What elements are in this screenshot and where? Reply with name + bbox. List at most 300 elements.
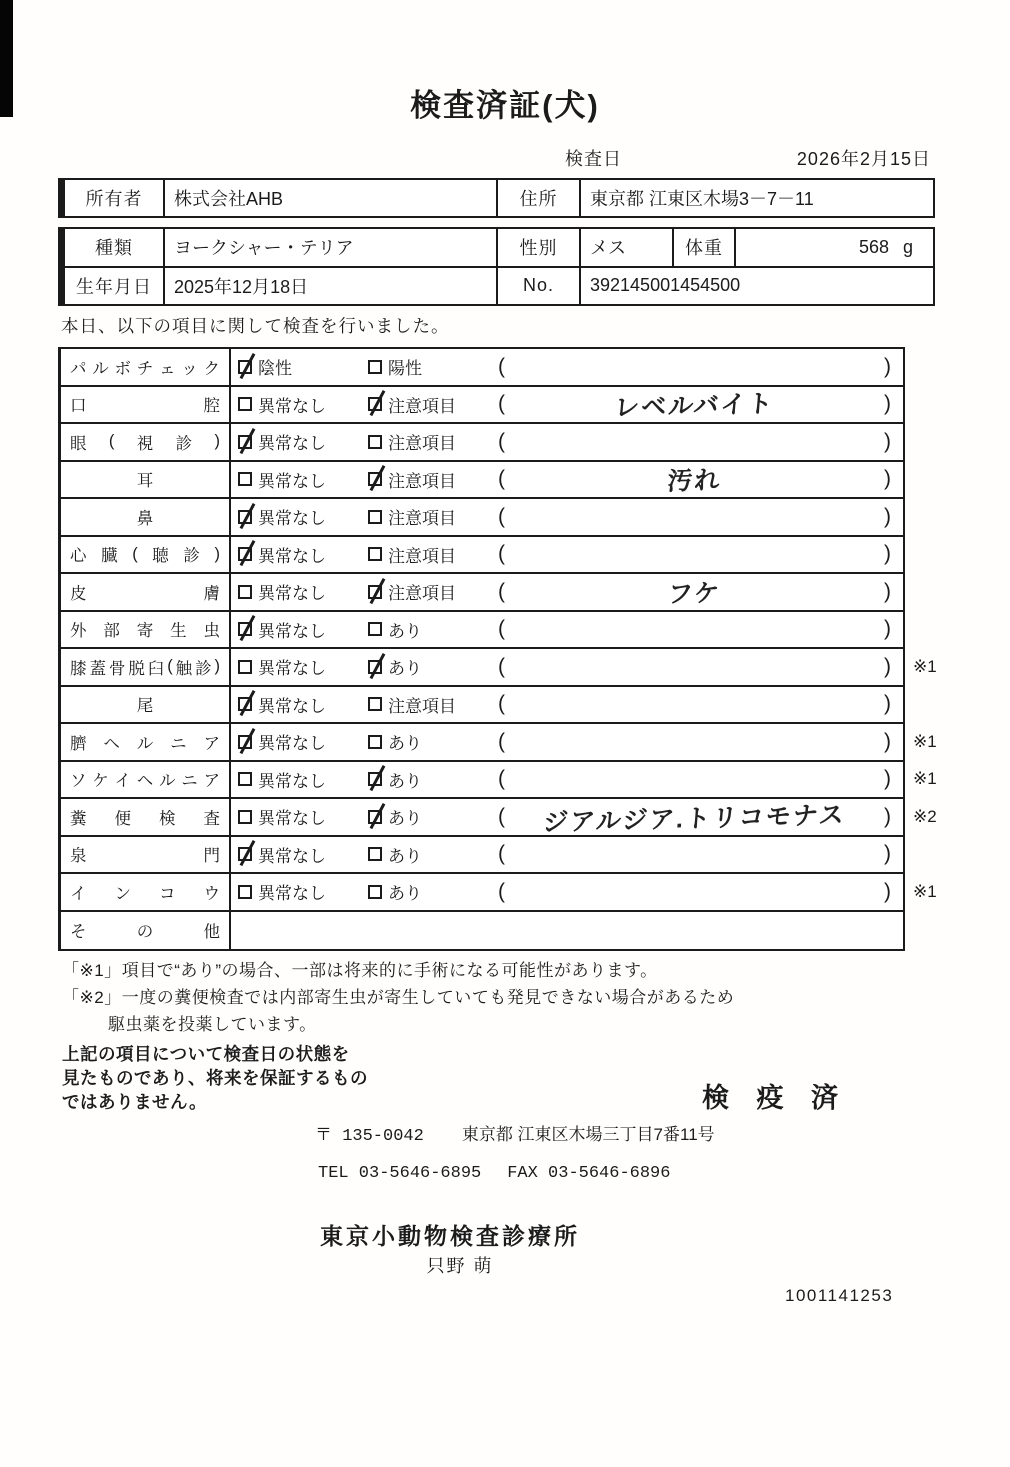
checkbox-option-1 (238, 579, 368, 604)
handwritten-note (505, 549, 884, 559)
checked-checkbox-icon (238, 697, 252, 711)
exam-item-label (61, 649, 231, 685)
label-char: 腔 (203, 397, 220, 416)
label-char: ヘ (136, 772, 154, 791)
open-paren: ( (498, 804, 505, 828)
label-char: 診 (183, 547, 200, 566)
checkbox-label: 異常なし (258, 696, 326, 716)
checklist-row (61, 762, 937, 800)
checklist-row (61, 424, 903, 462)
note-area (498, 655, 903, 679)
checklist-row (61, 687, 903, 725)
label-char: 骨 (108, 659, 126, 678)
empty-checkbox-icon (368, 360, 382, 374)
weight-unit: g (902, 236, 913, 257)
label-char: ( (108, 432, 115, 451)
open-paren: ( (498, 729, 505, 753)
pet-info-table (58, 227, 935, 306)
checkbox-label: 異常なし (258, 621, 326, 641)
empty-checkbox-icon (368, 622, 382, 636)
label-char: パ (70, 359, 87, 378)
checklist-row (61, 724, 937, 762)
close-paren: ) (884, 804, 891, 828)
checkbox-option-2 (368, 617, 498, 642)
label-char: ウ (203, 884, 220, 903)
checkbox-label: 陽性 (388, 359, 422, 379)
note-area (498, 386, 903, 422)
label-char: ヘ (103, 734, 120, 753)
checklist-row-body (231, 874, 903, 910)
checkbox-label: 異常なし (258, 434, 326, 454)
checked-checkbox-icon (368, 660, 382, 674)
exam-item-label (61, 349, 231, 385)
checkbox-label: 異常なし (258, 771, 326, 791)
checkbox-label: 注意項目 (388, 471, 456, 491)
label-char: ア (203, 734, 220, 753)
handwritten-note: ジアルジア.トリコモナス (541, 800, 847, 837)
label-char: そ (70, 923, 87, 942)
checked-checkbox-icon (238, 547, 252, 561)
sex-value: メス (581, 229, 674, 266)
open-paren: ( (498, 879, 505, 903)
label-char: ク (203, 359, 220, 378)
checkbox-option-1 (238, 392, 368, 417)
checklist-row-body (231, 612, 903, 648)
clinic-address-line (315, 1120, 715, 1146)
checkbox-option-2 (368, 504, 498, 529)
checklist-row-body (231, 537, 903, 573)
open-paren: ( (498, 542, 505, 566)
footnote-mark: ※1 (913, 881, 937, 901)
exam-item-label (61, 687, 231, 723)
checkbox-option-1 (238, 729, 368, 754)
empty-checkbox-icon (238, 885, 252, 899)
label-char: 蓋 (89, 659, 106, 678)
label-char: ケ (92, 772, 109, 791)
checkbox-option-2 (368, 429, 498, 454)
close-paren: ) (884, 617, 891, 641)
checklist-row-body (231, 499, 903, 535)
footnote-1: 「※1」項目で“あり”の場合、一部は将来的に手術になる可能性があります。 (62, 961, 658, 980)
checkbox-option-1 (238, 542, 368, 567)
checklist-table (58, 347, 937, 951)
open-paren: ( (498, 617, 505, 641)
disclaimer-line-2: 見たものであり、将来を保証するもの (62, 1068, 368, 1088)
checkbox-option-2 (368, 542, 498, 567)
label-char: ( (167, 657, 173, 676)
note-area (498, 355, 903, 379)
label-char: 検 (159, 809, 176, 828)
no-value: 392145001454500 (590, 275, 741, 296)
note-area (498, 692, 903, 716)
checklist-row (61, 837, 903, 875)
label-char: 膚 (203, 584, 220, 603)
label-char: ン (114, 884, 131, 903)
label-char: ) (214, 657, 220, 676)
intro-text: 本日、以下の項目に関して検査を行いました。 (61, 316, 450, 336)
open-paren: ( (498, 579, 505, 603)
note-area (498, 574, 903, 610)
label-char: 尾 (136, 697, 154, 716)
checkbox-option-1 (238, 429, 368, 454)
checkbox-label: 注意項目 (388, 696, 456, 716)
empty-checkbox-icon (238, 660, 252, 674)
checkbox-option-2 (368, 467, 498, 492)
checked-checkbox-icon (238, 435, 252, 449)
checkbox-label: 注意項目 (388, 396, 456, 416)
checkbox-label: 注意項目 (388, 584, 456, 604)
open-paren: ( (498, 429, 505, 453)
label-char: 触 (175, 659, 193, 678)
note-area (498, 842, 903, 866)
label-char: ル (92, 359, 109, 378)
checkbox-option-2 (368, 767, 498, 792)
label-char: ) (214, 432, 220, 451)
no-label: No. (498, 268, 581, 305)
footnote-mark: ※1 (913, 656, 937, 676)
label-char: 脱 (128, 659, 145, 678)
checkbox-label: 陰性 (258, 359, 292, 379)
quarantine-stamp: 検 疫 済 (702, 1083, 849, 1113)
label-char: 門 (203, 847, 220, 866)
label-char: 口 (70, 397, 87, 416)
exam-item-label (61, 874, 231, 910)
label-char: ソ (70, 772, 87, 791)
note-area (498, 880, 903, 904)
label-char: 他 (203, 923, 220, 942)
note-area (498, 461, 903, 497)
close-paren: ) (884, 542, 891, 566)
empty-checkbox-icon (368, 547, 382, 561)
exam-item-label (61, 499, 231, 535)
handwritten-note (505, 737, 884, 747)
label-char: 心 (70, 547, 87, 566)
checkbox-option-1 (238, 692, 368, 717)
checklist-row (61, 462, 903, 500)
label-char: 外 (70, 622, 87, 641)
checkbox-option-1 (238, 879, 368, 904)
note-area (498, 767, 903, 791)
disclaimer-line-3: ではありません。 (62, 1092, 208, 1112)
empty-checkbox-icon (238, 585, 252, 599)
footnotes (62, 957, 734, 1038)
checkbox-label: あり (388, 771, 422, 791)
disclaimer-line-1: 上記の項目について検査日の状態を (62, 1044, 350, 1064)
checkbox-option-2 (368, 879, 498, 904)
label-char: 糞 (70, 809, 87, 828)
exam-item-label (61, 724, 231, 760)
birth-value: 2025年12月18日 (165, 268, 498, 305)
inspection-date-value: 2026年2月15日 (796, 149, 931, 169)
label-char: 部 (103, 622, 120, 641)
footnote-mark: ※2 (913, 806, 937, 826)
checkbox-label: 異常なし (258, 584, 326, 604)
open-paren: ( (498, 504, 505, 528)
close-paren: ) (884, 654, 891, 678)
checkbox-label: あり (388, 809, 422, 829)
note-area (498, 730, 903, 754)
clinic-name: 東京小動物検査診療所 (320, 1223, 580, 1249)
label-char: ( (132, 544, 138, 563)
owner-value: 株式会社AHB (165, 180, 498, 216)
checked-checkbox-icon (238, 847, 252, 861)
checked-checkbox-icon (238, 622, 252, 636)
birth-label: 生年月日 (65, 268, 165, 305)
footnote-mark: ※1 (913, 731, 937, 751)
owner-address-value: 東京都 江東区木場3－7－11 (590, 189, 814, 209)
empty-checkbox-icon (368, 735, 382, 749)
footnote-2: 「※2」一度の糞便検査では内部寄生虫が寄生していても発見できない場合があるため (62, 988, 735, 1007)
checkbox-option-1 (238, 767, 368, 792)
label-char: ッ (181, 359, 198, 378)
weight-label: 体重 (674, 229, 736, 266)
label-char: 寄 (136, 622, 154, 641)
label-char: 虫 (203, 622, 220, 641)
checkbox-option-1 (238, 354, 368, 379)
label-char: 膝 (70, 659, 87, 678)
checkbox-label: 注意項目 (388, 434, 456, 454)
handwritten-note (505, 887, 884, 897)
checklist-row-body (231, 762, 903, 798)
checklist-row-body (231, 724, 903, 760)
checked-checkbox-icon (238, 735, 252, 749)
note-area (498, 799, 903, 835)
checkbox-label: 異常なし (258, 471, 326, 491)
label-char: 臓 (101, 547, 118, 566)
checklist-row (61, 612, 903, 650)
label-char: ニ (181, 772, 198, 791)
checkbox-option-1 (238, 804, 368, 829)
exam-item-label (61, 612, 231, 648)
owner-row (65, 180, 933, 216)
close-paren: ) (884, 879, 891, 903)
empty-checkbox-icon (368, 697, 382, 711)
label-char: ニ (170, 734, 187, 753)
checklist-row-body (231, 687, 903, 723)
checkbox-label: 異常なし (258, 846, 326, 866)
empty-checkbox-icon (368, 847, 382, 861)
handwritten-note (505, 774, 884, 784)
label-char: ボ (114, 359, 131, 378)
checkbox-option-1 (238, 654, 368, 679)
checkbox-option-2 (368, 842, 498, 867)
exam-item-label (61, 762, 231, 798)
checklist-row (61, 537, 903, 575)
checkbox-label: あり (388, 884, 422, 904)
empty-checkbox-icon (238, 472, 252, 486)
label-char: 臍 (70, 734, 87, 753)
label-char: 診 (175, 434, 193, 453)
label-char: イ (114, 772, 131, 791)
owner-label: 所有者 (65, 180, 165, 216)
checked-checkbox-icon (368, 772, 382, 786)
checklist-row-body (231, 837, 903, 873)
checklist-row (61, 574, 903, 612)
clinic-contact-line (318, 1164, 670, 1183)
label-char: ル (136, 734, 154, 753)
veterinarian-name: 只野 萌 (426, 1256, 494, 1276)
checked-checkbox-icon (368, 810, 382, 824)
document-code: 1001141253 (785, 1286, 894, 1305)
label-char: イ (70, 884, 87, 903)
label-char: 査 (203, 809, 220, 828)
footnote-2-continued: 駆虫薬を投薬しています。 (108, 1015, 317, 1034)
close-paren: ) (884, 692, 891, 716)
checked-checkbox-icon (238, 510, 252, 524)
owner-table (58, 178, 935, 218)
label-char: の (136, 923, 154, 942)
checkbox-option-2 (368, 392, 498, 417)
weight-value: 568 (858, 236, 889, 257)
open-paren: ( (498, 767, 505, 791)
checklist-row (61, 387, 903, 425)
exam-item-label (61, 837, 231, 873)
clinic-tel: TEL 03-5646-6895 (318, 1164, 482, 1183)
label-char: 耳 (136, 472, 154, 491)
label-char: 視 (136, 434, 154, 453)
checkbox-option-1 (238, 467, 368, 492)
clinic-address: 東京都 江東区木場三丁目7番11号 (461, 1125, 715, 1144)
clinic-fax: FAX 03-5646-6896 (507, 1164, 671, 1183)
open-paren: ( (498, 354, 505, 378)
close-paren: ) (884, 467, 891, 491)
note-area (498, 505, 903, 529)
handwritten-note (505, 512, 884, 522)
label-char: ェ (159, 359, 176, 378)
open-paren: ( (498, 392, 505, 416)
note-area (498, 430, 903, 454)
document-title: 検査済証(犬) (410, 88, 600, 123)
handwritten-note: 汚れ (666, 466, 723, 496)
label-char: 生 (170, 622, 187, 641)
checked-checkbox-icon (368, 472, 382, 486)
handwritten-note (505, 624, 884, 634)
checklist-row (61, 912, 903, 950)
close-paren: ) (884, 504, 891, 528)
close-paren: ) (884, 579, 891, 603)
disclaimer-text (62, 1042, 368, 1114)
checklist-row-body (231, 649, 903, 685)
checkbox-label: 異常なし (258, 396, 326, 416)
inspection-date-label: 検査日 (565, 149, 622, 169)
handwritten-note (505, 849, 884, 859)
checkbox-label: あり (388, 621, 422, 641)
label-char: コ (159, 884, 176, 903)
label-char: 臼 (147, 659, 165, 678)
exam-item-label (61, 574, 231, 610)
checklist-row-body (231, 912, 903, 950)
close-paren: ) (884, 842, 891, 866)
empty-checkbox-icon (238, 397, 252, 411)
checkbox-label: 注意項目 (388, 546, 456, 566)
checkbox-option-2 (368, 804, 498, 829)
checkbox-option-2 (368, 354, 498, 379)
label-char: 診 (195, 659, 212, 678)
checkbox-option-2 (368, 579, 498, 604)
breed-label: 種類 (65, 229, 165, 266)
label-char: 鼻 (136, 509, 154, 528)
checkbox-label: 異常なし (258, 546, 326, 566)
checkbox-label: 異常なし (258, 659, 326, 679)
label-char: 泉 (70, 847, 87, 866)
handwritten-note (505, 699, 884, 709)
checkbox-label: 異常なし (258, 809, 326, 829)
checkbox-option-1 (238, 617, 368, 642)
checkbox-option-1 (238, 504, 368, 529)
empty-checkbox-icon (368, 435, 382, 449)
empty-checkbox-icon (238, 810, 252, 824)
pet-row-1 (65, 229, 933, 266)
exam-item-label (61, 387, 231, 423)
checklist-row (61, 799, 937, 837)
checklist-row-body (231, 574, 903, 610)
exam-item-label (61, 424, 231, 460)
open-paren: ( (498, 467, 505, 491)
checklist-row-body (231, 349, 903, 385)
checked-checkbox-icon (238, 360, 252, 374)
close-paren: ) (884, 429, 891, 453)
checklist-row (61, 349, 903, 387)
sex-label: 性別 (498, 229, 581, 266)
close-paren: ) (884, 354, 891, 378)
label-char: ル (159, 772, 176, 791)
checkbox-option-1 (238, 842, 368, 867)
empty-checkbox-icon (238, 772, 252, 786)
close-paren: ) (884, 767, 891, 791)
footnote-mark: ※1 (913, 769, 937, 789)
label-char: 皮 (70, 584, 87, 603)
weight-cell (736, 229, 933, 266)
checklist-row-body (231, 387, 903, 423)
label-char: 便 (114, 809, 131, 828)
checkbox-label: 異常なし (258, 509, 326, 529)
handwritten-note: フケ (666, 579, 723, 609)
exam-item-label (61, 799, 231, 835)
open-paren: ( (498, 842, 505, 866)
checkbox-option-2 (368, 692, 498, 717)
checkbox-label: あり (388, 734, 422, 754)
checkbox-label: 異常なし (258, 734, 326, 754)
exam-item-label (61, 537, 231, 573)
label-char: チ (136, 359, 154, 378)
checkbox-label: 異常なし (258, 884, 326, 904)
handwritten-note (505, 362, 884, 372)
checklist-row (61, 649, 937, 687)
checked-checkbox-icon (368, 397, 382, 411)
open-paren: ( (498, 654, 505, 678)
note-area (498, 617, 903, 641)
exam-item-label (61, 912, 231, 950)
pet-row-2 (65, 266, 933, 305)
clinic-postal-code: 〒 135-0042 (315, 1127, 424, 1146)
inspection-date-line (58, 143, 935, 171)
breed-value: ヨークシャー・テリア (165, 229, 498, 266)
checkbox-label: 注意項目 (388, 509, 456, 529)
label-char: ア (203, 772, 220, 791)
label-char: 聴 (152, 547, 169, 566)
checklist-row-body (231, 462, 903, 498)
close-paren: ) (884, 729, 891, 753)
checkbox-label: あり (388, 659, 422, 679)
checkbox-label: あり (388, 846, 422, 866)
note-area (498, 542, 903, 566)
handwritten-note (505, 662, 884, 672)
handwritten-note (505, 437, 884, 447)
checklist-row-body (231, 799, 903, 835)
close-paren: ) (884, 392, 891, 416)
checked-checkbox-icon (368, 585, 382, 599)
checklist-row-body (231, 424, 903, 460)
